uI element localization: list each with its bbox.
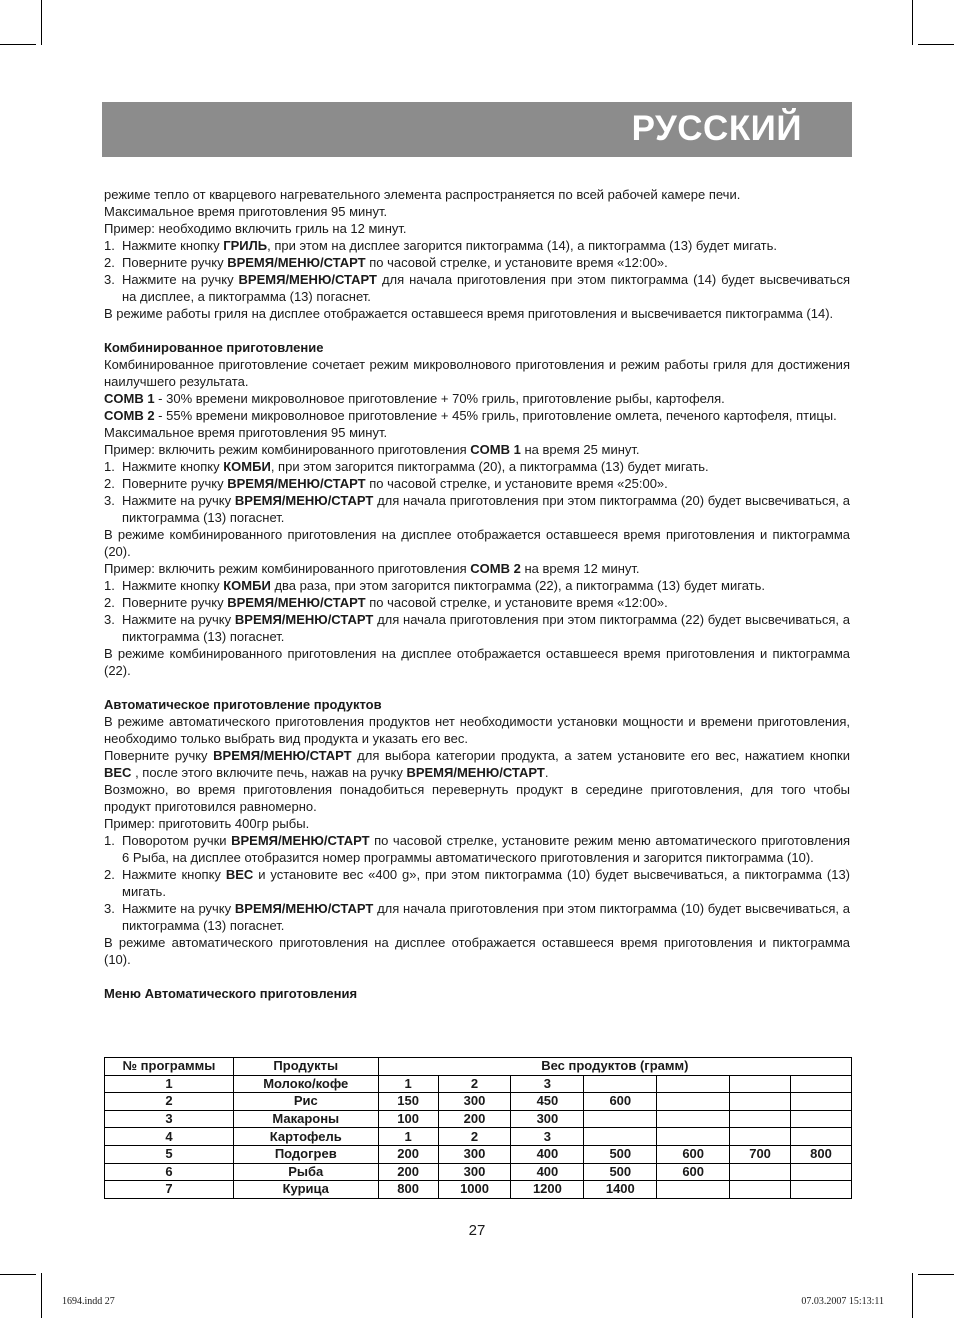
list-item: 1. Нажмите кнопку КОМБИ два раза, при этом загорится пиктограмма (22), а пиктограмма (13) будет мигать.: [104, 578, 765, 593]
table-cell: Молоко/кофе: [233, 1075, 378, 1093]
table-cell: 6: [105, 1163, 234, 1181]
table-cell: Курица: [233, 1181, 378, 1199]
paragraph: Поверните ручку ВРЕМЯ/МЕНЮ/СТАРТ для выбора категории продукта, а затем установите его вес, нажатием кнопки ВЕС , после этого включите печь, нажав на ручку ВРЕМЯ/МЕНЮ/СТАРТ.: [104, 748, 851, 780]
crop-mark: [918, 1274, 954, 1275]
paragraph: В режиме работы гриля на дисплее отображается оставшееся время приготовления и высвечивается пиктограмма (14).: [104, 306, 834, 321]
table-cell: 500: [584, 1163, 657, 1181]
table-cell: 300: [438, 1093, 511, 1111]
file-slug: 1694.indd 27: [62, 1296, 115, 1307]
paragraph: Максимальное время приготовления 95 минут.: [104, 425, 388, 440]
column-header: № программы: [105, 1058, 234, 1076]
table-cell: Рыба: [233, 1163, 378, 1181]
page-number: 27: [468, 1222, 486, 1239]
table-cell: 100: [378, 1110, 438, 1128]
paragraph: Пример: приготовить 400гр рыбы.: [104, 816, 310, 831]
table-cell: 800: [791, 1145, 852, 1163]
section-heading: Меню Автоматического приготовления: [104, 986, 358, 1001]
crop-mark: [912, 0, 913, 45]
table-cell: 1: [378, 1075, 438, 1093]
crop-mark: [0, 1274, 36, 1275]
list-item: 1. Поворотом ручки ВРЕМЯ/МЕНЮ/СТАРТ по часовой стрелке, установите режим меню автоматического приготовления 6 Рыба, на дисплее отобразится номер программы автоматического приготовления и загорится пиктограмма (10).: [104, 833, 851, 865]
table-cell: [730, 1075, 791, 1093]
manual-body: [104, 186, 850, 1002]
table-cell: 200: [378, 1145, 438, 1163]
table-cell: [730, 1110, 791, 1128]
table-cell: 150: [378, 1093, 438, 1111]
column-header: Вес продуктов (грамм): [378, 1058, 851, 1076]
list-item: 2. Нажмите кнопку ВЕС и установите вес «400 g», при этом пиктограмма (10) будет высвечиваться, а пиктограмма (13) мигать.: [104, 867, 851, 899]
list-item: 2. Поверните ручку ВРЕМЯ/МЕНЮ/СТАРТ по часовой стрелке, и установите время «12:00».: [104, 595, 668, 610]
table-cell: [791, 1093, 852, 1111]
table-cell: 2: [438, 1075, 511, 1093]
list-item: 1. Нажмите кнопку КОМБИ, при этом загорится пиктограмма (20), а пиктограмма (13) будет мигать.: [104, 459, 709, 474]
list-item: 3. Нажмите на ручку ВРЕМЯ/МЕНЮ/СТАРТ для начала приготовления при этом пиктограмма (10) будет высвечиваться, а пиктограмма (13) погаснет.: [104, 901, 850, 933]
table-cell: 300: [438, 1145, 511, 1163]
table-cell: [791, 1163, 852, 1181]
table-cell: 2: [105, 1093, 234, 1111]
table-cell: 450: [511, 1093, 584, 1111]
auto-menu-table: [104, 1057, 852, 1199]
table-cell: [657, 1128, 730, 1146]
list-item: 2. Поверните ручку ВРЕМЯ/МЕНЮ/СТАРТ по часовой стрелке, и установите время «25:00».: [104, 476, 668, 491]
paragraph: режиме тепло от кварцевого нагревательного элемента распространяется по всей рабочей камере печи.: [104, 187, 741, 202]
paragraph: COMB 1 - 30% времени микроволновое приготовление + 70% гриль, приготовление рыбы, картофеля.: [104, 391, 725, 406]
auto-steps: [104, 832, 850, 934]
crop-mark: [41, 1273, 42, 1318]
paragraph: COMB 2 - 55% времени микроволновое приготовление + 45% гриль, приготовление омлета, печеного картофеля, птицы.: [104, 408, 837, 423]
table-row: [105, 1110, 852, 1128]
print-timestamp: 07.03.2007 15:13:11: [801, 1296, 884, 1307]
paragraph: Пример: необходимо включить гриль на 12 минут.: [104, 221, 407, 236]
table-cell: Рис: [233, 1093, 378, 1111]
table-cell: 1000: [438, 1181, 511, 1199]
list-item: 2. Поверните ручку ВРЕМЯ/МЕНЮ/СТАРТ по часовой стрелке, и установите время «12:00».: [104, 255, 668, 270]
table-cell: 1200: [511, 1181, 584, 1199]
table-cell: Картофель: [233, 1128, 378, 1146]
paragraph: В режиме автоматического приготовления на дисплее отображается оставшееся время приготовления и пиктограмма (10).: [104, 935, 850, 967]
paragraph: В режиме автоматического приготовления продуктов нет необходимости установки мощности и времени приготовления, необходимо только выбрать вид продукта и указать его вес.: [104, 714, 850, 746]
table-cell: 300: [511, 1110, 584, 1128]
table-cell: 700: [730, 1145, 791, 1163]
crop-mark: [912, 1273, 913, 1318]
table-cell: 600: [657, 1145, 730, 1163]
crop-mark: [0, 44, 36, 45]
table-cell: 1400: [584, 1181, 657, 1199]
list-item: 3. Нажмите на ручку ВРЕМЯ/МЕНЮ/СТАРТ для начала приготовления при этом пиктограмма (20) будет высвечиваться, а пиктограмма (13) погаснет.: [104, 493, 850, 525]
combo1-steps: [104, 458, 850, 526]
table-cell: 500: [584, 1145, 657, 1163]
table-cell: Подогрев: [233, 1145, 378, 1163]
table-row: [105, 1093, 852, 1111]
paragraph: Пример: включить режим комбинированного приготовления COMB 1 на время 25 минут.: [104, 442, 640, 457]
table-row: [105, 1163, 852, 1181]
language-title: РУССКИЙ: [631, 109, 802, 148]
column-header: Продукты: [233, 1058, 378, 1076]
table-header-row: [105, 1058, 852, 1076]
table-row: [105, 1181, 852, 1199]
table-cell: [791, 1128, 852, 1146]
combo2-steps: [104, 577, 850, 645]
table-cell: [584, 1075, 657, 1093]
paragraph: Комбинированное приготовление сочетает режим микроволнового приготовления и режим работы гриля для достижения наилучшего результата.: [104, 357, 850, 389]
table-cell: [657, 1110, 730, 1128]
table-row: [105, 1145, 852, 1163]
table-cell: [584, 1110, 657, 1128]
paragraph: Пример: включить режим комбинированного приготовления COMB 2 на время 12 минут.: [104, 561, 640, 576]
table-cell: 600: [657, 1163, 730, 1181]
table-cell: 200: [378, 1163, 438, 1181]
table-cell: [791, 1110, 852, 1128]
list-item: 3. Нажмите на ручку ВРЕМЯ/МЕНЮ/СТАРТ для начала приготовления при этом пиктограмма (14) будет высвечиваться на дисплее, а пиктограмма (13) погаснет.: [104, 272, 850, 304]
table-row: [105, 1128, 852, 1146]
table-cell: 600: [584, 1093, 657, 1111]
table-cell: [730, 1181, 791, 1199]
table-cell: 1: [105, 1075, 234, 1093]
table-cell: Макароны: [233, 1110, 378, 1128]
table-cell: [584, 1128, 657, 1146]
table-cell: 800: [378, 1181, 438, 1199]
table-cell: [657, 1075, 730, 1093]
table-cell: 400: [511, 1163, 584, 1181]
table-cell: 3: [511, 1075, 584, 1093]
table-cell: 300: [438, 1163, 511, 1181]
crop-mark: [918, 44, 954, 45]
paragraph: Возможно, во время приготовления понадобиться перевернуть продукт в середине приготовления, для того чтобы продукт приготовился равномерно.: [104, 782, 850, 814]
paragraph: Максимальное время приготовления 95 минут.: [104, 204, 388, 219]
table-cell: 200: [438, 1110, 511, 1128]
grill-steps: [104, 237, 850, 305]
table-cell: [730, 1163, 791, 1181]
table-cell: 7: [105, 1181, 234, 1199]
list-item: 3. Нажмите на ручку ВРЕМЯ/МЕНЮ/СТАРТ для начала приготовления при этом пиктограмма (22) будет высвечиваться, а пиктограмма (13) погаснет.: [104, 612, 850, 644]
section-heading: Комбинированное приготовление: [104, 340, 324, 355]
language-header-bar: [102, 102, 852, 157]
paragraph: В режиме комбинированного приготовления на дисплее отображается оставшееся время приготовления и пиктограмма (20).: [104, 527, 850, 559]
section-heading: Автоматическое приготовление продуктов: [104, 697, 382, 712]
table-cell: [791, 1075, 852, 1093]
table-cell: 3: [105, 1110, 234, 1128]
table-cell: [657, 1093, 730, 1111]
table-cell: 4: [105, 1128, 234, 1146]
table-cell: [730, 1093, 791, 1111]
table-cell: 3: [511, 1128, 584, 1146]
table-cell: [730, 1128, 791, 1146]
table-cell: 2: [438, 1128, 511, 1146]
table-cell: 400: [511, 1145, 584, 1163]
table-row: [105, 1075, 852, 1093]
table-cell: [791, 1181, 852, 1199]
paragraph: В режиме комбинированного приготовления на дисплее отображается оставшееся время приготовления и пиктограмма (22).: [104, 646, 850, 678]
table-cell: 1: [378, 1128, 438, 1146]
table-cell: [657, 1181, 730, 1199]
crop-mark: [41, 0, 42, 45]
table-cell: 5: [105, 1145, 234, 1163]
list-item: 1. Нажмите кнопку ГРИЛЬ, при этом на дисплее загорится пиктограмма (14), а пиктограмма (13) будет мигать.: [104, 238, 778, 253]
